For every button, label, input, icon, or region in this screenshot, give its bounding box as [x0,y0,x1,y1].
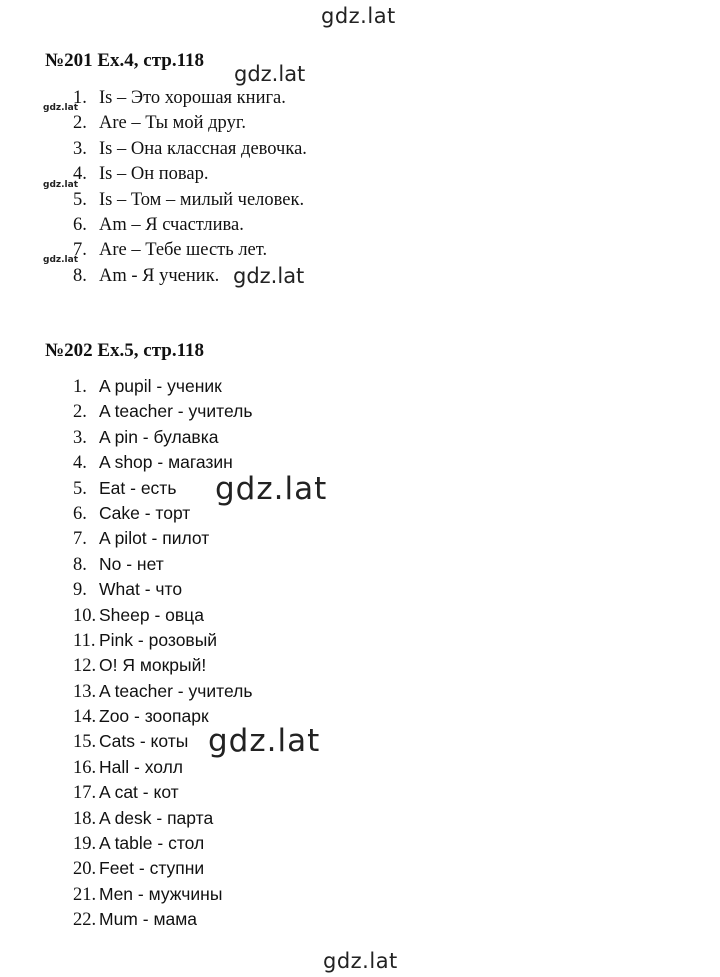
item-number: 12. [73,656,97,677]
list-item [73,526,252,551]
watermark-overlay: gdz.lat [43,103,79,113]
list-item [73,603,252,628]
watermark-overlay: gdz.lat [233,264,305,288]
item-number: 9. [73,580,87,601]
list-item [73,188,307,213]
item-text: Eat - есть [99,477,177,498]
item-text: A table - стол [99,833,205,854]
item-text: A shop - магазин [99,452,233,473]
item-text: Men - мужчины [99,883,223,904]
list-item [73,137,307,162]
item-text: Am – Я счастлива. [99,214,244,235]
watermark-bottom: gdz.lat [323,949,398,973]
watermark-overlay: gdz.lat [43,255,79,265]
list-item [73,111,307,136]
item-number: 2. [73,113,87,134]
item-text: Is – Это хорошая книга. [99,88,286,108]
item-number: 6. [73,503,87,524]
item-text: Are – Тебе шесть лет. [99,240,268,261]
item-number: 7. [73,240,87,261]
section-202-list [73,374,252,933]
item-text: Are – Ты мой друг. [99,113,246,134]
section-201-list [73,86,307,289]
item-text: Feet - ступни [99,858,205,879]
list-item [73,831,252,856]
item-number: 7. [73,529,87,550]
item-number: 18. [73,808,97,829]
item-number: 11. [73,630,96,651]
item-text: Cats - коты [99,731,189,752]
watermark-overlay: gdz.lat [211,474,333,505]
list-item [73,882,252,907]
item-number: 15. [73,732,97,753]
item-number: 5. [73,478,87,499]
item-number: 14. [73,707,97,728]
item-text: Is – Она классная девочка. [99,138,307,159]
item-number: 3. [73,427,87,448]
item-text: A pilot - пилот [99,528,210,549]
item-number: 13. [73,681,97,702]
item-text: Mum - мама [99,909,197,930]
watermark-top: gdz.lat [321,4,396,28]
item-text: O! Я мокрый! [99,655,207,676]
list-item [73,213,307,238]
list-item [73,856,252,881]
list-item [73,806,252,831]
watermark-overlay: gdz.lat [204,726,326,757]
item-number: 3. [73,138,87,159]
list-item [73,628,252,653]
item-text: A desk - парта [99,807,214,828]
item-number: 22. [73,910,97,931]
list-item [73,374,252,399]
item-text: A teacher - учитель [99,680,253,701]
item-number: 17. [73,783,97,804]
list-item [73,162,307,187]
watermark-overlay: gdz.lat [43,180,79,190]
section-201-heading: №201 Ex.4, стр.118 [45,50,205,71]
list-item [73,780,252,805]
list-item [73,238,307,263]
list-item [73,907,252,932]
list-item [73,425,252,450]
item-number: 8. [73,554,87,575]
item-number: 1. [73,377,87,397]
item-number: 10. [73,605,97,626]
watermark-overlay: gdz.lat [234,62,306,86]
item-text: A cat - кот [99,782,179,803]
list-item [73,552,252,577]
item-text: A pupil - ученик [99,376,222,396]
item-number: 8. [73,265,87,286]
item-text: Pink - розовый [99,629,218,650]
item-text: What - что [99,579,183,600]
item-number: 2. [73,402,87,423]
section-202-heading: №202 Ex.5, стр.118 [45,340,205,361]
item-number: 21. [73,884,97,905]
item-number: 19. [73,834,97,855]
item-text: No - нет [99,553,164,574]
list-item [73,86,307,111]
list-item [73,577,252,602]
item-number: 4. [73,453,87,474]
item-number: 1. [73,88,87,108]
item-text: Is – Он повар. [99,164,209,185]
item-number: 6. [73,214,87,235]
item-text: Sheep - овца [99,604,204,625]
list-item [73,399,252,424]
item-text: A teacher - учитель [99,401,253,422]
list-item [73,653,252,678]
item-text: Am - Я ученик. [99,265,220,286]
list-item [73,679,252,704]
item-number: 16. [73,757,97,778]
item-text: A pin - булавка [99,426,219,447]
item-text: Hall - холл [99,756,184,777]
item-text: Zoo - зоопарк [99,706,209,727]
item-number: 4. [73,164,87,185]
item-text: Cake - торт [99,502,191,523]
item-number: 5. [73,189,87,210]
item-number: 20. [73,859,97,880]
item-text: Is – Том – милый человек. [99,189,305,210]
